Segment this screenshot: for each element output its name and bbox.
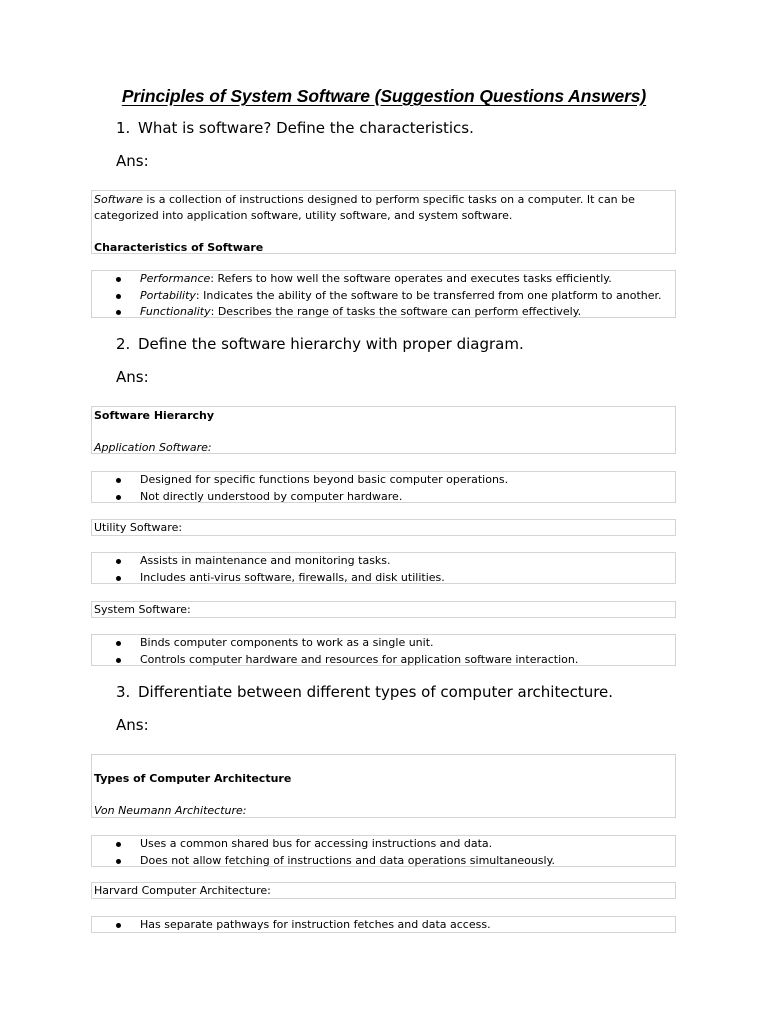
- question-1-number: 1.: [116, 119, 131, 137]
- question-1: [116, 119, 474, 137]
- document-title: Principles of System Software (Suggestion Questions Answers): [121, 86, 647, 106]
- bullet-icon: [116, 859, 121, 864]
- answer-2-label: Ans:: [116, 368, 149, 386]
- harvard-points-box: [91, 916, 676, 933]
- characteristics-list-box: [91, 270, 676, 318]
- utility-software-label: Utility Software:: [91, 519, 676, 536]
- characteristic-term: Performance: [140, 272, 211, 285]
- harvard-points-list: [94, 917, 673, 934]
- bullet-icon: [116, 576, 121, 581]
- application-points-box: [91, 471, 676, 503]
- bullet-icon: [116, 495, 121, 500]
- bullet-icon: [116, 923, 121, 928]
- utility-points-list: [94, 553, 673, 586]
- system-points-list: [94, 635, 673, 668]
- system-software-label: System Software:: [91, 601, 676, 618]
- bullet-icon: [116, 559, 121, 564]
- application-software-label: Application Software:: [94, 441, 212, 454]
- list-item: [94, 853, 673, 870]
- harvard-architecture-label: Harvard Computer Architecture:: [91, 882, 676, 899]
- question-1-text: What is software? Define the characteristics.: [138, 119, 474, 137]
- bullet-icon: [116, 641, 121, 646]
- list-item: [94, 288, 673, 305]
- characteristics-list: [94, 271, 673, 321]
- list-item: [94, 489, 673, 506]
- characteristic-term: Functionality: [140, 305, 211, 318]
- list-item-text: Has separate pathways for instruction fetches and data access.: [140, 918, 491, 931]
- bullet-icon: [116, 842, 121, 847]
- question-2-number: 2.: [116, 335, 131, 353]
- list-item: [94, 553, 673, 570]
- characteristic-text: : Describes the range of tasks the software can perform effectively.: [210, 305, 582, 318]
- question-2-text: Define the software hierarchy with proper diagram.: [138, 335, 524, 353]
- application-points-list: [94, 472, 673, 505]
- characteristic-text: : Indicates the ability of the software to be transferred from one platform to another.: [195, 288, 662, 302]
- list-item: [94, 635, 673, 652]
- definition-line-2: categorized into application software, utility software, and system software.: [94, 209, 513, 222]
- list-item: [94, 652, 673, 669]
- bullet-icon: [116, 310, 121, 315]
- architecture-heading: Types of Computer Architecture: [94, 772, 292, 785]
- bullet-icon: [116, 478, 121, 483]
- list-item-text: Controls computer hardware and resources for application software interaction.: [140, 652, 579, 666]
- computer-architecture-box: [91, 754, 676, 818]
- characteristic-text: : Refers to how well the software operates and executes tasks efficiently.: [210, 272, 612, 285]
- software-hierarchy-box: [91, 406, 676, 454]
- software-definition-box: [91, 190, 676, 254]
- von-neumann-label: Von Neumann Architecture:: [94, 804, 247, 817]
- definition-term: Software: [94, 193, 143, 206]
- list-item: [94, 472, 673, 489]
- question-3: [116, 683, 613, 701]
- list-item-text: Assists in maintenance and monitoring tasks.: [140, 554, 391, 567]
- utility-points-box: [91, 552, 676, 584]
- characteristic-term: Portability: [140, 288, 196, 302]
- bullet-icon: [116, 294, 121, 299]
- list-item: [94, 304, 673, 321]
- hierarchy-heading: Software Hierarchy: [94, 409, 215, 422]
- question-2: [116, 335, 524, 353]
- von-neumann-points-box: [91, 835, 676, 867]
- von-neumann-points-list: [94, 836, 673, 869]
- list-item: [94, 917, 673, 934]
- answer-3-label: Ans:: [116, 716, 149, 734]
- list-item-text: Designed for specific functions beyond basic computer operations.: [140, 473, 509, 486]
- list-item: [94, 836, 673, 853]
- bullet-icon: [116, 277, 121, 282]
- question-3-text: Differentiate between different types of computer architecture.: [138, 683, 614, 701]
- list-item-text: Does not allow fetching of instructions and data operations simultaneously.: [140, 853, 556, 867]
- definition-text: is a collection of instructions designed to perform specific tasks on a computer. It can be: [142, 193, 635, 206]
- list-item-text: Binds computer components to work as a single unit.: [140, 636, 434, 649]
- bullet-icon: [116, 658, 121, 663]
- list-item-text: Uses a common shared bus for accessing instructions and data.: [140, 837, 493, 850]
- list-item: [94, 271, 673, 288]
- characteristics-heading: Characteristics of Software: [94, 241, 264, 254]
- definition-line-1: [94, 192, 673, 208]
- question-3-number: 3.: [116, 683, 131, 701]
- answer-1-label: Ans:: [116, 152, 149, 170]
- system-points-box: [91, 634, 676, 666]
- list-item-text: Not directly understood by computer hardware.: [140, 489, 403, 503]
- list-item: [94, 570, 673, 587]
- list-item-text: Includes anti-virus software, firewalls, and disk utilities.: [140, 570, 445, 584]
